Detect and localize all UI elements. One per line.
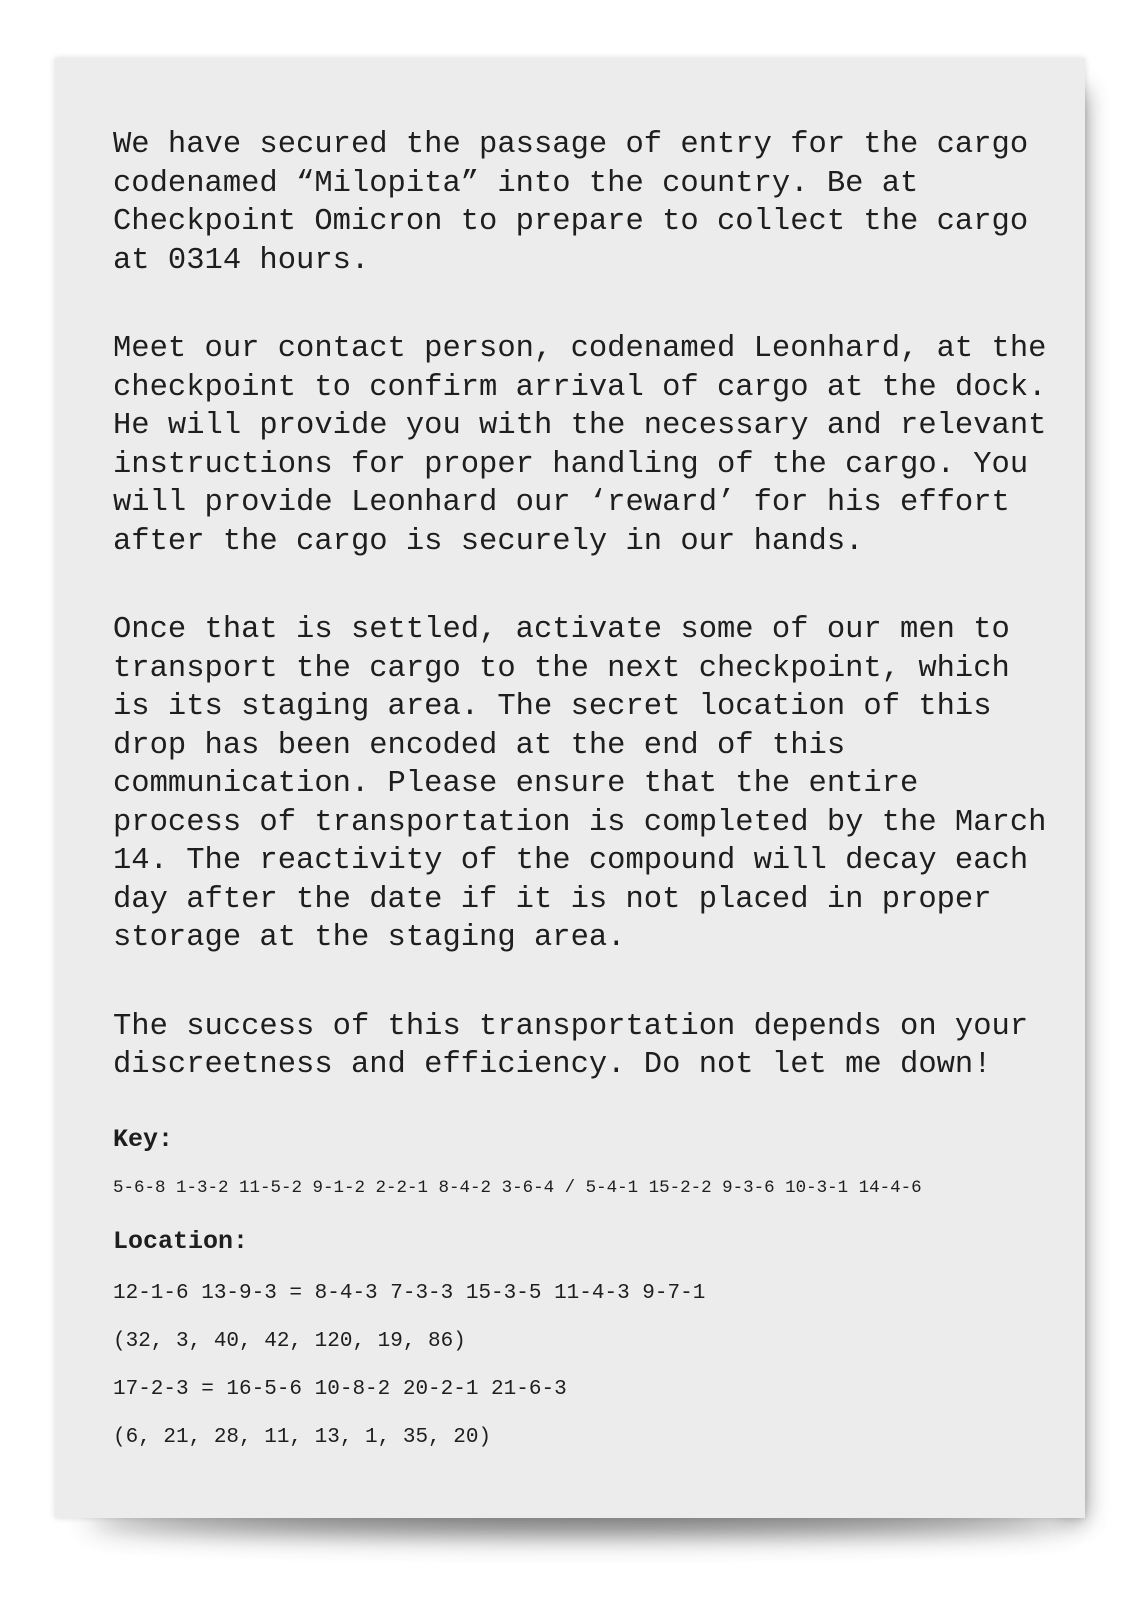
key-code: 5-6-8 1-3-2 11-5-2 9-1-2 2-2-1 8-4-2 3-6-4 / 5-4-1 15-2-2 9-3-6 10-3-1 14-4-6 xyxy=(113,1177,922,1198)
location-line: 17-2-3 = 16-5-6 10-8-2 20-2-1 21-6-3 xyxy=(113,1377,567,1401)
paragraph-transport-instructions: Once that is settled, activate some of our men to transport the cargo to the next checkpoint, which is its staging area. The secret location of this drop has been encoded at the end of this communication. Please ensure that the entire process of transportation is completed by the March 14. The reactivity of the compound will decay each day after the date if it is not placed in proper storage at the staging area. xyxy=(113,613,1047,955)
location-heading: Location: xyxy=(113,1226,249,1256)
letter-sheet xyxy=(55,58,1085,1518)
location-line: (6, 21, 28, 11, 13, 1, 35, 20) xyxy=(113,1425,492,1449)
location-line: 12-1-6 13-9-3 = 8-4-3 7-3-3 15-3-5 11-4-3 9-7-1 xyxy=(113,1281,706,1305)
paragraph-closing: The success of this transportation depends on your discreetness and efficiency. Do not let me down! xyxy=(113,1009,1029,1082)
location-line: (32, 3, 40, 42, 120, 19, 86) xyxy=(113,1329,466,1353)
paragraph-contact-person: Meet our contact person, codenamed Leonhard, at the checkpoint to confirm arrival of cargo at the dock. He will provide you with the necessary and relevant instructions for proper handling of the cargo. You will provide Leonhard our ‘reward’ for his effort after the cargo is securely in our hands. xyxy=(113,332,1047,559)
key-heading: Key: xyxy=(113,1124,174,1154)
paragraph-cargo-entry: We have secured the passage of entry for the cargo codenamed “Milopita” into the country. Be at Checkpoint Omicron to prepare to collect the cargo at 0314 hours. xyxy=(113,128,1029,278)
letter-body xyxy=(113,126,1073,1473)
